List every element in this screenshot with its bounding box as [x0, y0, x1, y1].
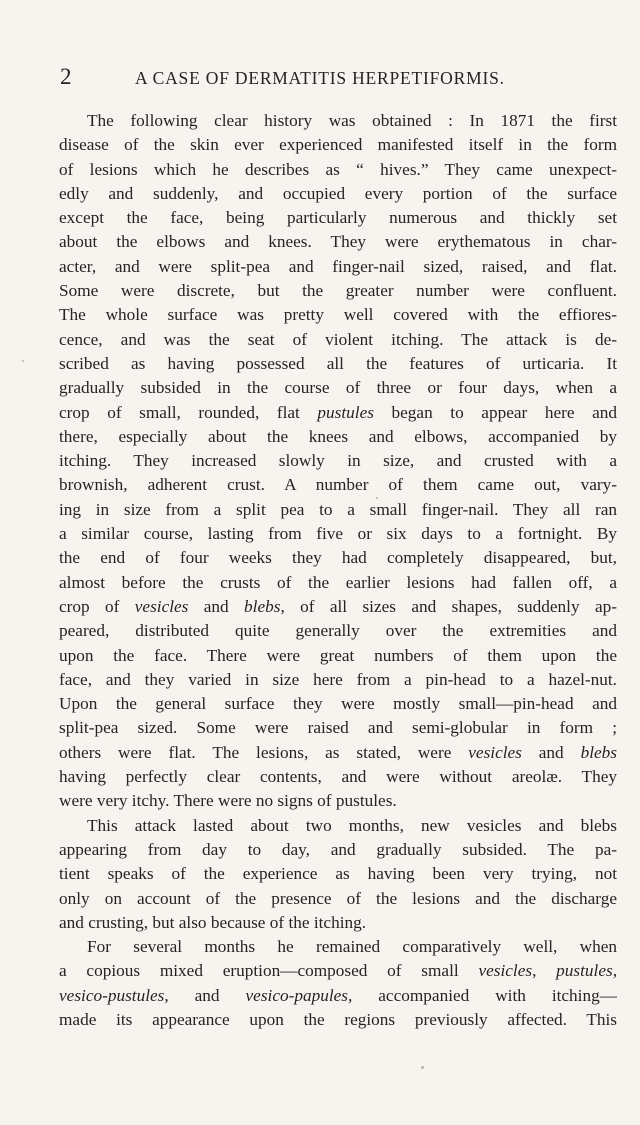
text-line: almost before the crusts of the earlier lesions had fallen off, a [59, 572, 617, 592]
text-fragment: , [612, 961, 617, 981]
text-line: except the face, being particularly numerous and thickly set [59, 208, 617, 228]
italic-term: pustules [317, 402, 374, 422]
text-fragment: a copious mixed eruption—composed of small [59, 961, 479, 981]
text-line: and crusting, but also because of the itching. [59, 912, 367, 932]
text-line: the end of four weeks they had completely disappeared, but, [59, 548, 617, 568]
text-line: gradually subsided in the course of three or four days, when a [59, 378, 617, 398]
italic-term: vesico-pustules [59, 985, 165, 1005]
paper-speck [421, 1066, 424, 1069]
text-line: The following clear history was obtained : In 1871 the first [87, 111, 617, 130]
text-fragment: , and [164, 985, 246, 1005]
text-line-with-italic [59, 401, 617, 425]
text-fragment: began to appear here and [373, 402, 617, 422]
text-line: about the elbows and knees. They were erythematous in char- [59, 232, 617, 252]
text-line: Some were discrete, but the greater number were confluent. [59, 281, 617, 301]
italic-term: blebs [244, 596, 281, 616]
text-line: of lesions which he describes as “ hives.” They came unexpect- [59, 159, 617, 179]
text-line: acter, and were split-pea and finger-nail sized, raised, and flat. [59, 256, 617, 276]
running-header [60, 64, 620, 90]
text-line: having perfectly clear contents, and were without areolæ. They [59, 767, 617, 787]
paper-speck [22, 360, 24, 362]
text-line-with-italic [59, 741, 617, 765]
text-line-with-italic [59, 959, 617, 983]
text-fragment: crop of small, rounded, flat [59, 402, 318, 422]
text-fragment: and [521, 742, 581, 762]
italic-term: vesicles [468, 742, 522, 762]
text-line: itching. They increased slowly in size, and crusted with a [59, 451, 617, 471]
italic-term: vesicles [134, 596, 189, 616]
text-line: appearing from day to day, and gradually subsided. The pa- [59, 839, 617, 859]
text-line-with-italic [59, 595, 617, 619]
text-line: The whole surface was pretty well covered with the effiores- [59, 305, 617, 325]
text-fragment: crop of [59, 596, 135, 616]
text-line: made its appearance upon the regions previously affected. This [59, 1009, 617, 1029]
text-line: tient speaks of the experience as having been very trying, not [59, 864, 617, 884]
text-line: a similar course, lasting from five or six days to a fortnight. By [59, 524, 617, 544]
text-line: scribed as having possessed all the features of urticaria. It [59, 353, 617, 373]
text-line: disease of the skin ever experienced manifested itself in the form [59, 135, 617, 155]
text-line: face, and they varied in size here from a pin-head to a hazel-nut. [59, 669, 617, 689]
text-fragment: others were flat. The lesions, as stated, were [59, 742, 469, 762]
text-fragment: and [188, 596, 245, 616]
text-line: split-pea sized. Some were raised and semi-globular in form ; [59, 718, 617, 738]
text-line: For several months he remained comparatively well, when [87, 937, 617, 957]
text-line: cence, and was the seat of violent itching. The attack is de- [59, 329, 617, 349]
italic-term: vesicles [478, 961, 533, 981]
paper-speck [376, 497, 378, 499]
body-text [59, 109, 617, 1084]
italic-term: vesico-papules [245, 985, 349, 1005]
text-fragment: , accompanied with itching— [348, 985, 617, 1005]
text-line: only on account of the presence of the lesions and the discharge [59, 888, 617, 908]
text-line: brownish, adherent crust. A number of them came out, vary- [59, 475, 617, 495]
text-line: peared, distributed quite generally over the extremities and [59, 621, 617, 641]
italic-term: blebs [580, 742, 617, 762]
text-fragment: , [532, 961, 557, 981]
running-title: A CASE OF DERMATITIS HERPETIFORMIS. [135, 68, 505, 88]
text-line: ing in size from a split pea to a small finger-nail. They all ran [59, 499, 617, 519]
text-line: edly and suddenly, and occupied every portion of the surface [59, 183, 617, 203]
text-line-with-italic [59, 984, 617, 1008]
page-number: 2 [60, 64, 72, 89]
text-line: Upon the general surface they were mostly small—pin-head and [59, 694, 617, 714]
text-line: upon the face. There were great numbers of them upon the [59, 645, 617, 665]
text-line: This attack lasted about two months, new vesicles and blebs [87, 815, 617, 835]
italic-term: pustules [556, 961, 613, 981]
text-line: there, especially about the knees and elbows, accompanied by [59, 426, 617, 446]
text-fragment: , of all sizes and shapes, suddenly ap- [280, 596, 617, 616]
text-line: were very itchy. There were no signs of pustules. [59, 791, 397, 811]
